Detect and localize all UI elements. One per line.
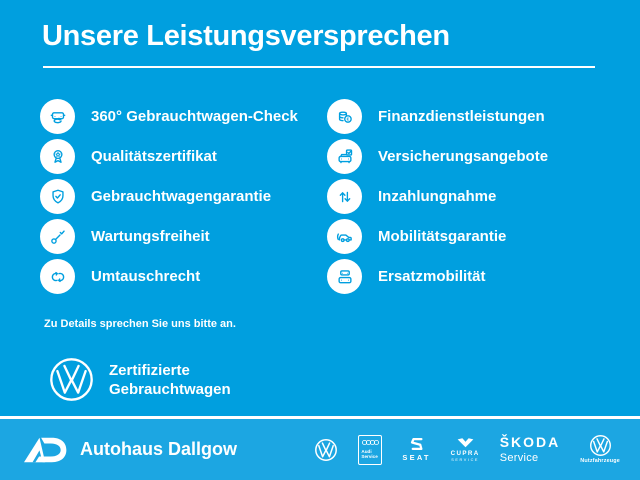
vw-roundel-icon [314,438,338,462]
volkswagen-logo [314,438,338,462]
audi-service-text [359,449,377,460]
promise-label: 360° Gebrauchtwagen-Check [91,108,298,125]
dealer-logo [24,437,237,463]
seat-logo [402,437,430,462]
vw-nutzfahrzeuge-logo [580,434,620,464]
promise-item [327,139,548,174]
certified-line2: Gebrauchtwagen [109,380,231,398]
certified-text [109,361,231,399]
promise-item [40,259,298,294]
promise-item [327,219,548,254]
certified-used-cars-badge [48,356,231,403]
cupra-service-text: SERVICE [451,457,480,462]
audi-rings-icon [362,439,379,446]
vw-logo-icon [48,356,95,403]
promise-item [40,179,298,214]
promise-label: Ersatzmobilität [378,268,486,285]
promise-label: Gebrauchtwagengarantie [91,188,272,205]
nutzfahrzeuge-text: Nutzfahrzeuge [580,458,620,465]
promises-right-column [327,99,548,294]
certified-line1: Zertifizierte [109,361,190,379]
dealer-name: Autohaus Dallgow [80,439,237,459]
cupra-mark-icon [456,437,475,448]
cupra-wordmark: CUPRA [450,449,480,457]
promise-label: Inzahlungnahme [378,188,497,205]
audi-rings-box [358,435,382,465]
wrench-check-icon [40,219,75,254]
seat-wordmark: SEAT [402,453,431,463]
vw-roundel-icon [589,434,612,457]
promise-item [327,179,548,214]
skoda-service-logo [500,435,561,464]
promise-label: Mobilitätsgarantie [378,228,507,245]
promise-item [40,219,298,254]
arrows-up-down-icon [327,179,362,214]
car-360-icon [40,99,75,134]
promise-item [327,259,548,294]
title-underline [43,66,595,68]
footer-bar [0,419,640,480]
shield-check-icon [40,179,75,214]
promise-label: Qualitätszertifikat [91,148,217,165]
coins-icon [327,99,362,134]
promise-label: Versicherungsangebote [378,148,549,165]
two-cars-icon [327,259,362,294]
audi-line1: Audi [361,448,372,454]
skoda-service-text: Service [499,452,539,464]
promise-label: Finanzdienstleistungen [378,108,545,125]
brand-logos [314,434,620,464]
seat-s-icon [409,437,424,451]
exchange-arrows-icon [40,259,75,294]
promise-item [327,99,548,134]
details-note: Zu Details sprechen Sie uns bitte an. [44,318,236,330]
skoda-wordmark: ŠKODA [499,434,561,450]
audi-line2: Service [361,453,378,459]
promise-item [40,99,298,134]
audi-service-logo [358,435,382,465]
autohaus-dallgow-monogram-icon [24,437,68,463]
promises-left-column [40,99,298,294]
promise-label: Wartungsfreiheit [91,228,210,245]
car-motion-icon [327,219,362,254]
svg-text:€: € [346,117,349,123]
promise-item [40,139,298,174]
car-checkbox-icon [327,139,362,174]
page-title: Unsere Leistungsversprechen [42,20,450,52]
quality-medal-icon [40,139,75,174]
promise-label: Umtauschrecht [91,268,201,285]
cupra-service-logo [451,437,480,463]
